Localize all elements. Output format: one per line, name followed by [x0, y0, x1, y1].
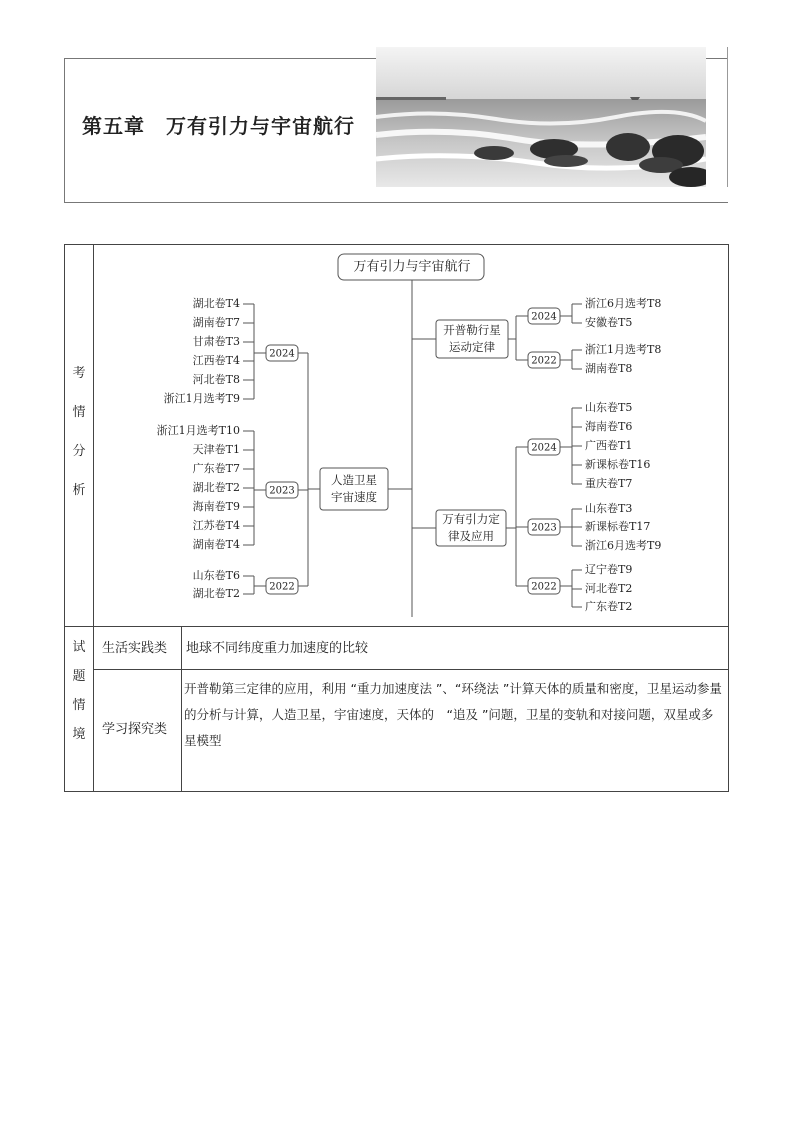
right-item-0-2022-0: 浙江1月选考T8: [585, 343, 662, 356]
right-item-0-2024-0: 浙江6月选考T8: [585, 297, 662, 310]
life-practice-text: 地球不同纬度重力加速度的比较: [186, 641, 369, 656]
life-practice-label: 生活实践类: [102, 641, 168, 656]
left-item-2024-3: 江西卷T4: [192, 354, 240, 367]
right-item-1-2024-1: 海南卷T6: [585, 420, 633, 433]
left-item-2023-4: 海南卷T9: [192, 500, 240, 513]
right-item-0-2024-1: 安徽卷T5: [585, 316, 633, 329]
left-item-2022-0: 山东卷T6: [192, 569, 240, 582]
right-year-label-0-2022: 2022: [531, 355, 557, 367]
left-item-2024-5: 浙江1月选考T9: [163, 392, 240, 405]
right-item-1-2022-1: 河北卷T2: [585, 582, 633, 595]
right-branch-label-1-1: 万有引力定: [442, 512, 500, 526]
right-item-1-2024-2: 广西卷T1: [585, 439, 633, 452]
right-item-1-2023-1: 新课标卷T17: [585, 520, 651, 533]
right-item-1-2024-0: 山东卷T5: [585, 401, 633, 414]
right-year-label-1-2024: 2024: [531, 442, 557, 454]
section-context-label: 试 题 情 境: [72, 640, 86, 742]
section-analysis-label: 考 情 分 析: [72, 366, 86, 498]
left-item-2023-5: 江苏卷T4: [192, 519, 240, 532]
right-item-1-2024-4: 重庆卷T7: [585, 477, 633, 490]
left-item-2022-1: 湖北卷T2: [192, 587, 240, 600]
left-branch-label-2: 宇宙速度: [331, 490, 377, 504]
left-year-label-2023: 2023: [269, 485, 295, 497]
left-item-2024-4: 河北卷T8: [192, 373, 240, 386]
study-explore-label: 学习探究类: [102, 722, 168, 737]
right-branch-label-0-1: 开普勒行星: [443, 323, 501, 337]
left-item-2024-0: 湖北卷T4: [192, 297, 240, 310]
left-item-2024-2: 甘肃卷T3: [192, 335, 240, 348]
left-branch-label-1: 人造卫星: [331, 473, 377, 487]
right-year-label-1-2022: 2022: [531, 581, 557, 593]
root-node-label: 万有引力与宇宙航行: [353, 259, 471, 275]
left-year-label-2022: 2022: [269, 581, 295, 593]
study-explore-text: 开普勒第三定律的应用，利用 “重力加速度法 ”、“环绕法 ”计算天体的质量和密度，卫星运动参量的分析与计算，人造卫星，宇宙速度，天体的 “追及 ”问题，卫星的变轨和对接问题，双星或多星模型: [184, 681, 722, 748]
right-item-1-2023-0: 山东卷T3: [585, 502, 633, 515]
left-item-2023-3: 湖北卷T2: [192, 481, 240, 494]
left-item-2023-6: 湖南卷T4: [192, 538, 240, 551]
left-item-2023-0: 浙江1月选考T10: [156, 424, 240, 437]
left-item-2023-2: 广东卷T7: [192, 462, 240, 475]
left-item-2024-1: 湖南卷T7: [192, 316, 240, 329]
right-item-1-2023-2: 浙江6月选考T9: [585, 539, 662, 552]
right-year-label-0-2024: 2024: [531, 311, 557, 323]
right-branch-label-1-2: 律及应用: [448, 529, 494, 543]
right-branch-label-0-2: 运动定律: [449, 340, 495, 354]
right-year-label-1-2023: 2023: [531, 522, 557, 534]
left-year-label-2024: 2024: [269, 348, 295, 360]
right-item-1-2024-3: 新课标卷T16: [585, 458, 651, 471]
right-item-1-2022-0: 辽宁卷T9: [585, 563, 633, 576]
left-item-2023-1: 天津卷T1: [192, 443, 240, 456]
right-item-1-2022-2: 广东卷T2: [585, 600, 633, 613]
chapter-title: 第五章 万有引力与宇宙航行: [82, 114, 355, 138]
right-item-0-2022-1: 湖南卷T8: [585, 362, 633, 375]
